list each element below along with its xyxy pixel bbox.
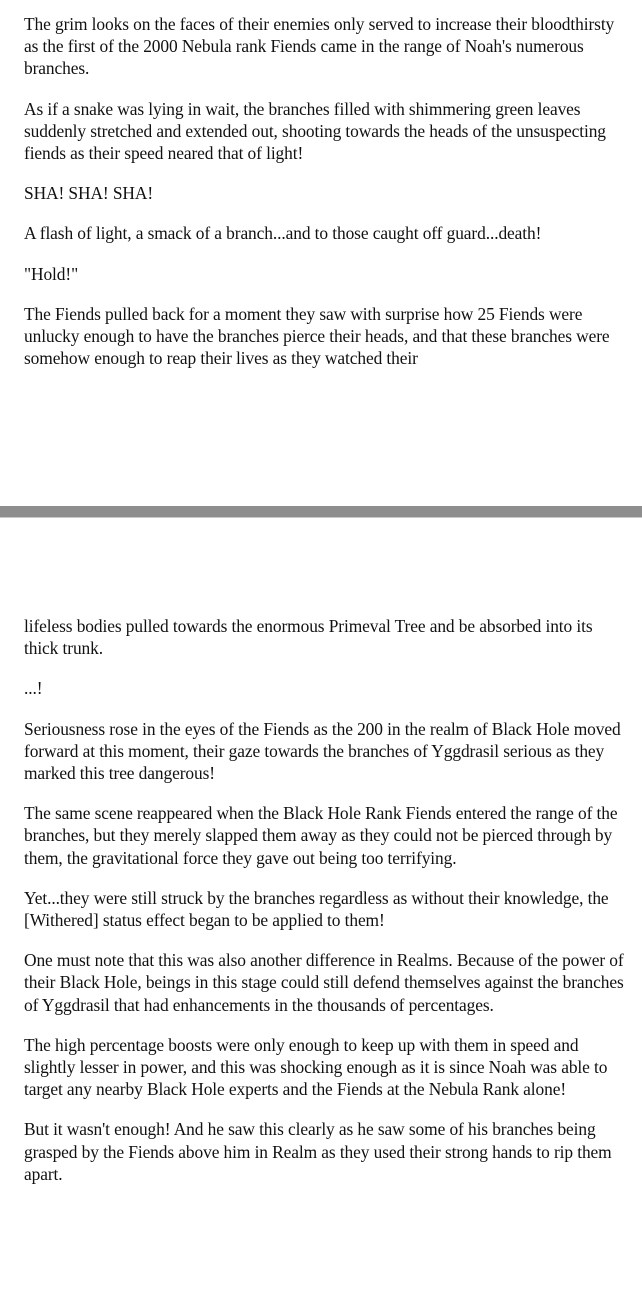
paragraph: "Hold!"	[24, 263, 79, 284]
paragraph: Yet...they were still struck by the branches regardless as without their knowledge, the [Withered] status effect began to be applied to them!	[24, 887, 609, 931]
paragraph: The same scene reappeared when the Black Hole Rank Fiends entered the range of the branches, but they merely slapped them away as they could not be pierced through by them, the gravitational force they gave out being too terrifying.	[24, 803, 618, 868]
page-section-top	[0, 13, 642, 387]
paragraph: The Fiends pulled back for a moment they saw with surprise how 25 Fiends were unlucky enough to have the branches pierce their heads, and that these branches were somehow enough to reap their lives as they watched their	[24, 303, 610, 369]
paragraph: As if a snake was lying in wait, the branches filled with shimmering green leaves suddenly stretched and extended out, shooting towards the heads of the unsuspecting fiends as their speed neared that of light!	[24, 98, 606, 164]
page-section-bottom	[0, 615, 642, 1203]
paragraph: The grim looks on the faces of their enemies only served to increase their bloodthirsty as the first of the 2000 Nebula rank Fiends came in the range of Noah's numerous branches.	[24, 14, 615, 79]
page-break-divider	[0, 506, 642, 518]
paragraph: A flash of light, a smack of a branch...and to those caught off guard...death!	[24, 223, 542, 244]
paragraph: lifeless bodies pulled towards the enormous Primeval Tree and be absorbed into its thick trunk.	[24, 616, 593, 659]
paragraph: ...!	[24, 678, 43, 699]
paragraph: SHA! SHA! SHA!	[24, 183, 154, 204]
paragraph: One must note that this was also another difference in Realms. Because of the power of their Black Hole, beings in this stage could still defend themselves against the branches of Yggdrasil that had enhancements in the thousands of percentages.	[24, 950, 624, 1015]
paragraph: Seriousness rose in the eyes of the Fiends as the 200 in the realm of Black Hole moved forward at this moment, their gaze towards the branches of Yggdrasil serious as they marked this tree dangerous!	[24, 718, 621, 784]
paragraph: But it wasn't enough! And he saw this clearly as he saw some of his branches being grasped by the Fiends above him in Realm as they used their strong hands to rip them apart.	[24, 1119, 612, 1184]
paragraph: The high percentage boosts were only enough to keep up with them in speed and slightly lesser in power, and this was shocking enough as it is since Noah was able to target any nearby Black Hole experts and the Fiends at the Nebula Rank alone!	[24, 1034, 608, 1100]
